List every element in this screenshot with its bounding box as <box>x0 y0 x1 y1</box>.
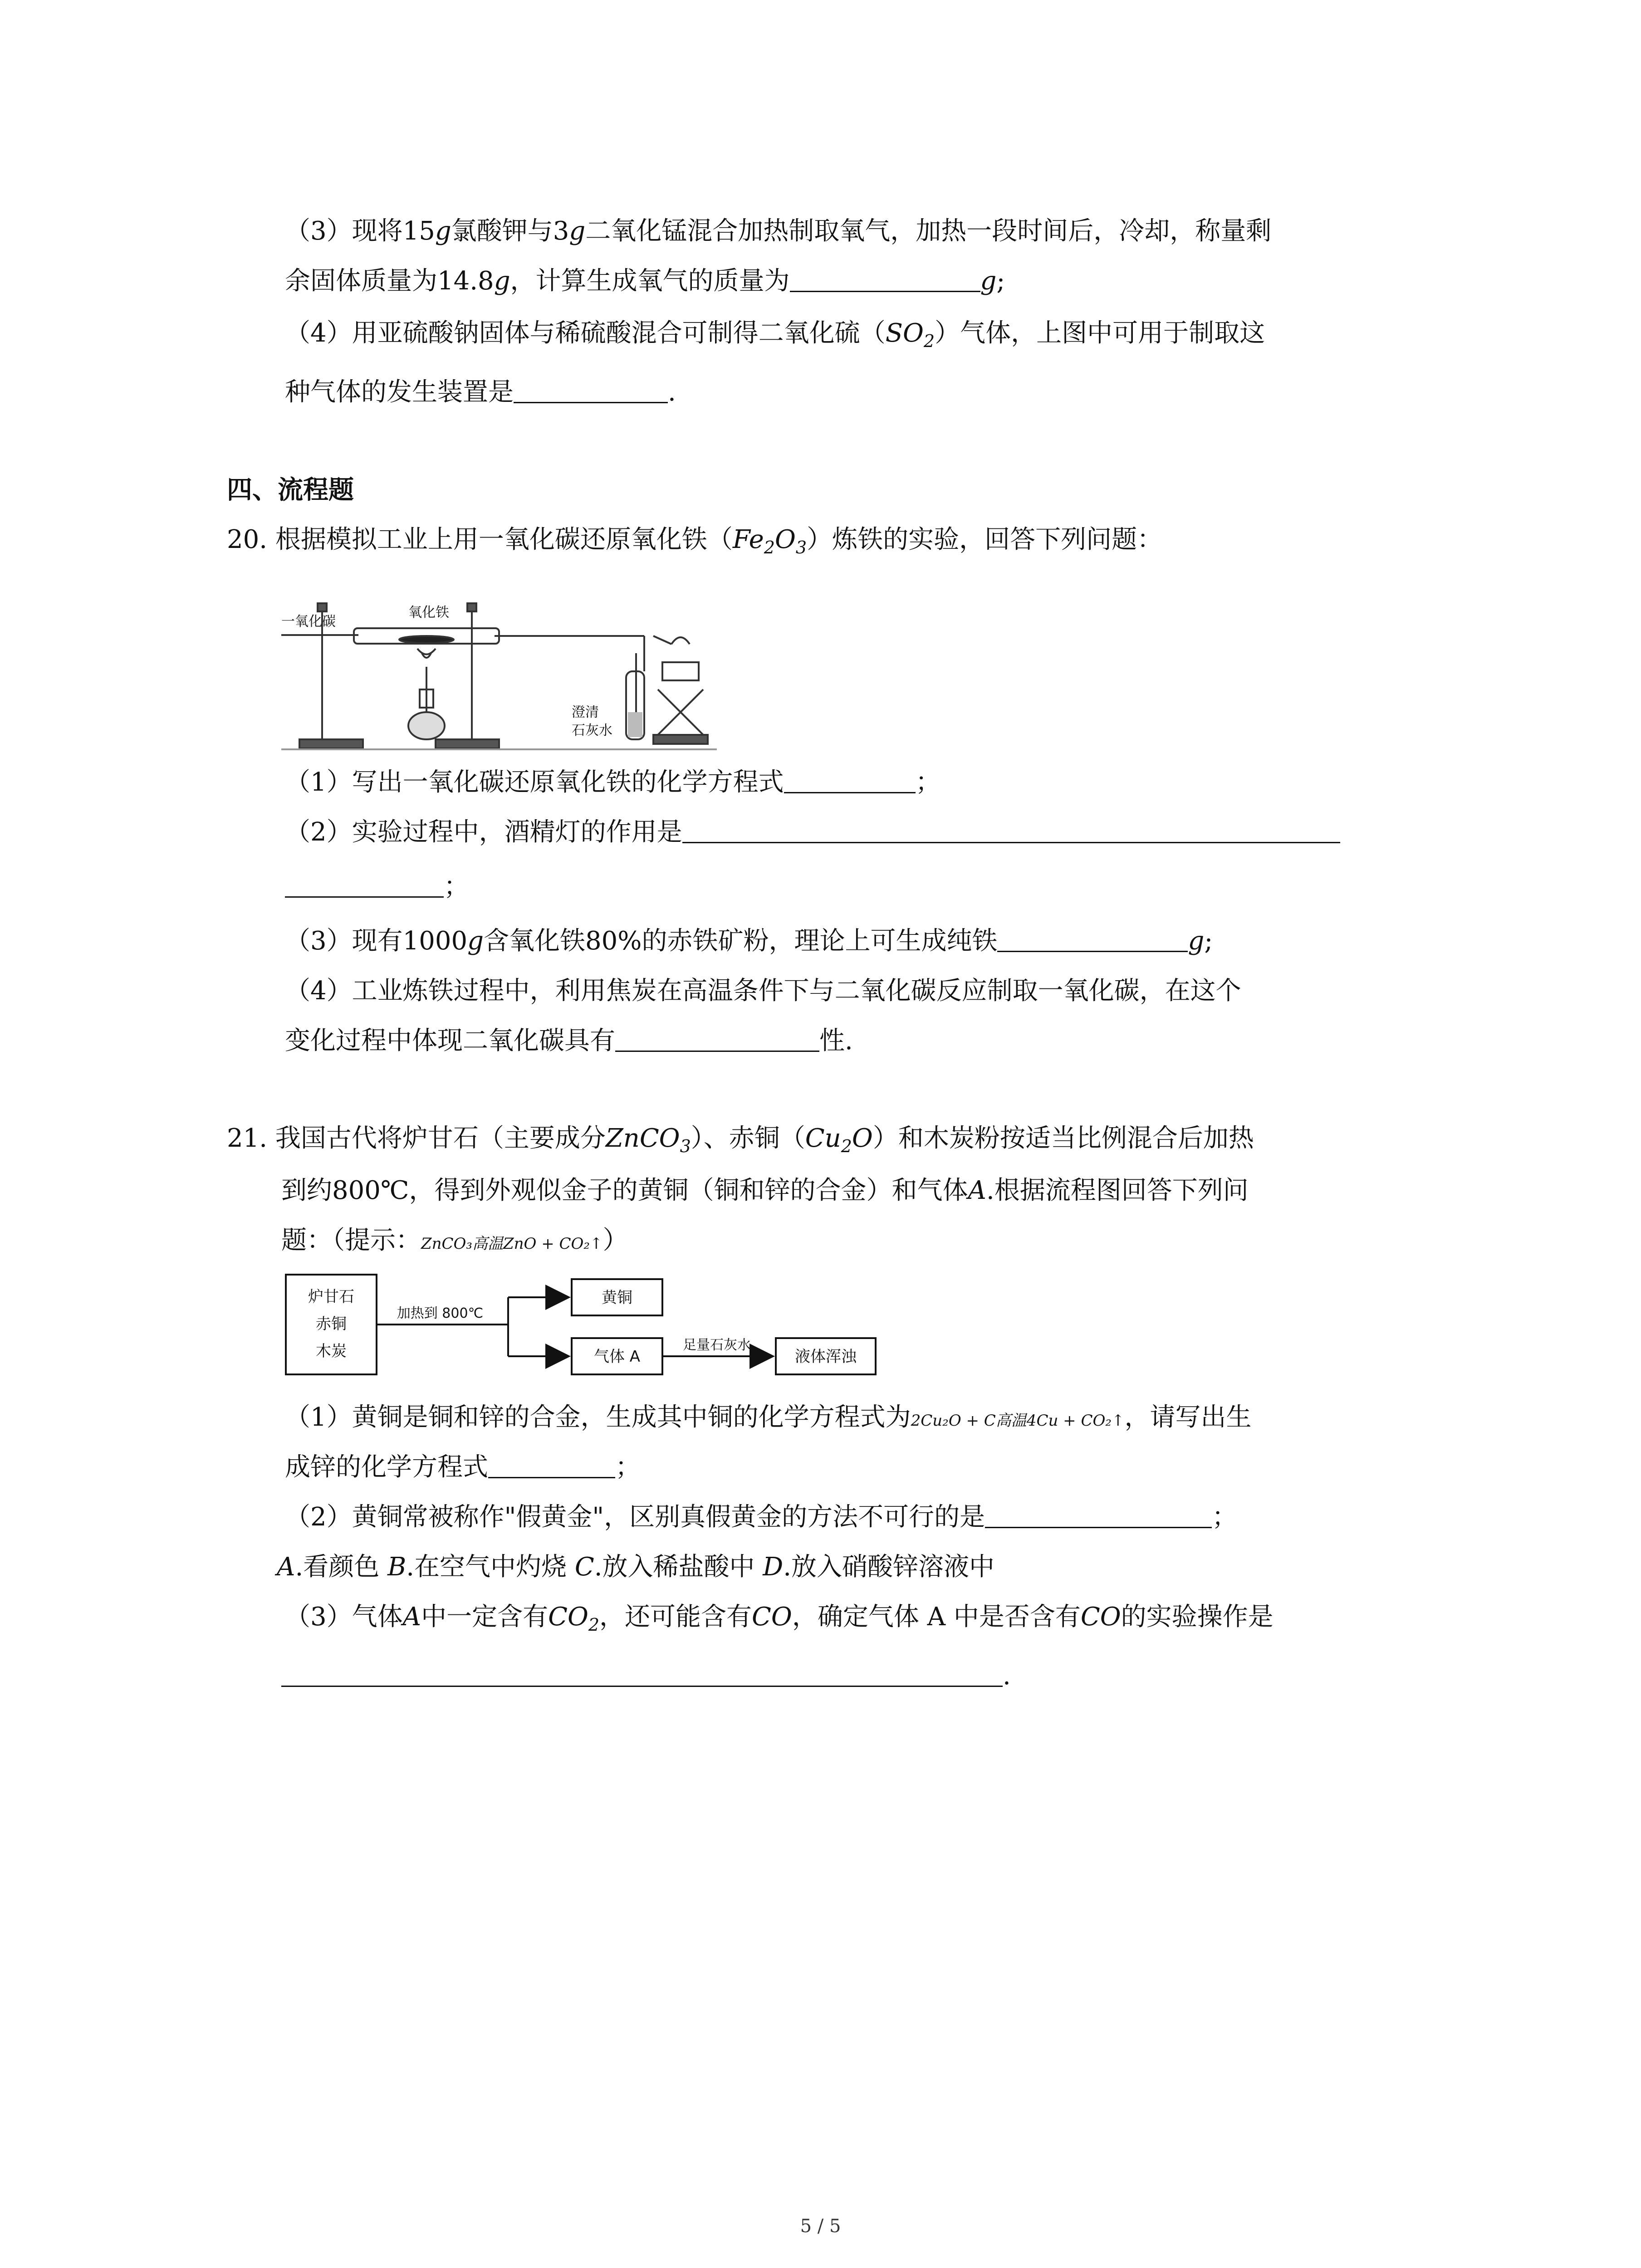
ironmaking-apparatus-figure <box>281 581 717 762</box>
label-limewater-1: 澄清 <box>572 704 599 720</box>
page-number: 5 / 5 <box>800 2216 841 2237</box>
answer-blank-iron-mass[interactable] <box>997 924 1188 952</box>
answer-blank-lamp-purpose-1[interactable] <box>682 815 1340 843</box>
box1-line2: 赤铜 <box>316 1315 347 1333</box>
answer-blank-zinc-equation[interactable] <box>488 1450 615 1478</box>
q20-part2-cont: ； <box>285 869 469 905</box>
label-co: 一氧化碳 <box>281 614 336 630</box>
answer-blank-oxygen-mass[interactable] <box>790 264 980 292</box>
label-limewater-2: 石灰水 <box>572 723 612 738</box>
q21-part3-line1: （3）气体A中一定含有$CO_2$，还可能含有CO，确定气体 A 中是否含有CO的实验操作是 <box>285 1602 1274 1635</box>
q19-part4-line2: 种气体的发生装置是 . <box>285 374 676 411</box>
arrow-label-limewater: 足量石灰水 <box>683 1337 751 1353</box>
label-iron-oxide: 氧化铁 <box>408 605 449 621</box>
box1-line1: 炉甘石 <box>308 1288 354 1306</box>
box4-label: 液体浑浊 <box>795 1348 857 1366</box>
section-title-process: 四、流程题 <box>227 475 354 505</box>
q20-part2: （2）实验过程中，酒精灯的作用是 <box>285 814 1340 850</box>
q21-part3-line2: . <box>281 1658 1011 1694</box>
hint-equation: ZnCO₃高温ZnO + CO₂↑ <box>421 1235 603 1253</box>
q20-part4-line1: （4）工业炼铁过程中，利用焦炭在高温条件下与二氧化碳反应制取一氧化碳，在这个 <box>285 976 1241 1006</box>
q20-part3: （3）现有1000g含氧化铁80%的赤铁矿粉，理论上可生成纯铁 g; <box>285 923 1213 959</box>
q21-intro-line2: 到约800℃，得到外观似金子的黄铜（铜和锌的合金）和气体A.根据流程图回答下列问 <box>281 1176 1249 1205</box>
answer-blank-co2-property[interactable] <box>615 1023 819 1052</box>
q19-part4-line1: （4）用亚硫酸钠固体与稀硫酸混合可制得二氧化硫$(SO_2)$气体，上图中可用于制取这 <box>285 318 1265 352</box>
q21-part1-line1: （1）黄铜是铜和锌的合金，生成其中铜的化学方程式为2Cu₂O + C高温4Cu + CO₂↑，请写出生 <box>285 1403 1252 1432</box>
answer-blank-co-test[interactable] <box>281 1658 1003 1687</box>
q21-intro-line3: 题：（提示：ZnCO₃高温ZnO + CO₂↑） <box>281 1226 628 1255</box>
arrow-label-heat: 加热到 800℃ <box>397 1305 484 1321</box>
q19-part3-line1: （3）现将15g氯酸钾与3g二氧化锰混合加热制取氧气，加热一段时间后，冷却，称量剩 <box>285 216 1272 246</box>
q19-part3-line2: 余固体质量为14.8g，计算生成氧气的质量为 g; <box>285 263 1005 299</box>
q21-intro-line1: 21. 我国古代将炉甘石（主要成分ZnCO$_3$）、赤铜$(Cu_2O)$和木炭粉按适当比例混合后加热 <box>227 1124 1254 1157</box>
answer-blank-co-equation[interactable] <box>784 765 916 793</box>
box3-label: 气体 A <box>593 1348 641 1366</box>
q21-part2: （2）黄铜常被称作"假黄金"，区别真假黄金的方法不可行的是 ； <box>285 1499 1237 1535</box>
answer-blank-so2-apparatus[interactable] <box>514 375 668 403</box>
q20-part1: （1）写出一氧化碳还原氧化铁的化学方程式 ； <box>285 764 941 801</box>
box2-label: 黄铜 <box>602 1289 632 1307</box>
box1-line3: 木炭 <box>316 1342 347 1360</box>
answer-blank-lamp-purpose-2[interactable] <box>285 869 444 898</box>
brass-process-flowchart <box>281 1266 880 1383</box>
q20-intro: 20. 根据模拟工业上用一氧化碳还原氧化铁$(Fe_2O_3)$炼铁的实验，回答下列问题： <box>227 525 1163 558</box>
cu-equation: 2Cu₂O + C高温4Cu + CO₂↑ <box>911 1412 1125 1430</box>
q21-options: A.看颜色 B.在空气中灼烧 C.放入稀盐酸中 D.放入硝酸锌溶液中 <box>277 1552 995 1582</box>
q20-part4-line2: 变化过程中体现二氧化碳具有 性. <box>285 1023 853 1059</box>
answer-blank-fake-gold-method[interactable] <box>985 1500 1212 1528</box>
q21-part1-line2: 成锌的化学方程式 ； <box>285 1449 641 1486</box>
